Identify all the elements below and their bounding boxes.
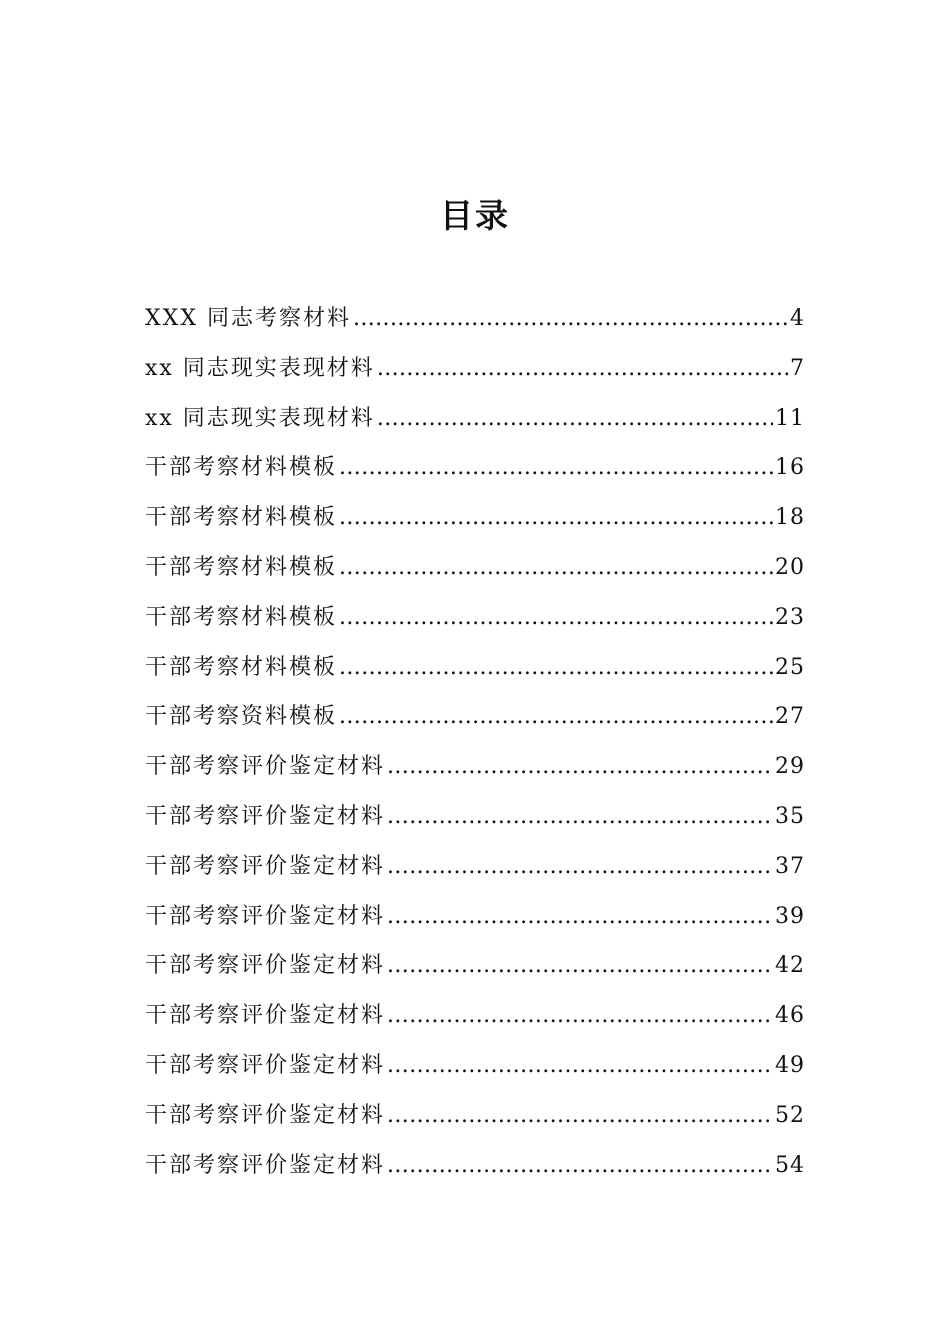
toc-leader-dots (387, 792, 773, 842)
toc-leader-dots (387, 1141, 773, 1191)
toc-leader-dots (339, 493, 773, 543)
toc-entry[interactable] (145, 443, 805, 493)
toc-entry[interactable] (145, 742, 805, 792)
toc-entry[interactable] (145, 543, 805, 593)
toc-page-number: 39 (775, 903, 805, 929)
toc-page-number: 29 (775, 754, 805, 780)
page-title: 目录 (440, 196, 510, 235)
table-of-contents (145, 294, 805, 1190)
toc-leader-dots (339, 443, 773, 493)
toc-leader-dots (387, 842, 773, 892)
toc-page-number: 54 (775, 1152, 805, 1178)
toc-leader-dots (377, 344, 788, 394)
toc-entry-title: 干部考察评价鉴定材料 (145, 953, 386, 979)
toc-page-number: 16 (775, 455, 805, 481)
toc-entry-title: XXX 同志考察材料 (145, 306, 351, 331)
toc-entry-title: 干部考察材料模板 (145, 604, 338, 630)
toc-entry[interactable] (145, 1091, 805, 1141)
toc-page-number: 37 (775, 853, 805, 879)
toc-entry[interactable] (145, 991, 805, 1041)
toc-page-number: 25 (775, 654, 805, 680)
toc-entry[interactable] (145, 344, 805, 394)
toc-page-number: 20 (775, 554, 805, 580)
toc-entry[interactable] (145, 593, 805, 643)
toc-leader-dots (387, 742, 773, 792)
toc-leader-dots (339, 643, 773, 693)
toc-page-number: 4 (790, 306, 805, 331)
toc-entry-title: xx 同志现实表现材料 (145, 405, 375, 431)
toc-leader-dots (339, 593, 773, 643)
toc-leader-dots (387, 1091, 773, 1141)
toc-entry[interactable] (145, 1141, 805, 1191)
toc-page-number: 11 (775, 405, 805, 431)
toc-entry-title: 干部考察材料模板 (145, 455, 338, 481)
toc-leader-dots (339, 692, 773, 742)
toc-leader-dots (387, 991, 773, 1041)
toc-entry[interactable] (145, 892, 805, 942)
toc-leader-dots (387, 1041, 773, 1091)
toc-entry-title: 干部考察评价鉴定材料 (145, 903, 386, 929)
toc-entry[interactable] (145, 643, 805, 693)
toc-entry-title: 干部考察评价鉴定材料 (145, 754, 386, 780)
toc-entry[interactable] (145, 692, 805, 742)
toc-entry-title: 干部考察资料模板 (145, 704, 338, 730)
toc-entry-title: 干部考察材料模板 (145, 554, 338, 580)
toc-entry[interactable] (145, 842, 805, 892)
toc-entry-title: 干部考察评价鉴定材料 (145, 1003, 386, 1029)
toc-page-number: 52 (775, 1102, 805, 1128)
toc-entry[interactable] (145, 294, 805, 344)
toc-page-number: 49 (775, 1052, 805, 1078)
toc-entry[interactable] (145, 792, 805, 842)
toc-page-number: 35 (775, 803, 805, 829)
toc-entry[interactable] (145, 493, 805, 543)
toc-entry-title: 干部考察评价鉴定材料 (145, 1102, 386, 1128)
toc-leader-dots (377, 394, 773, 444)
toc-page-number: 23 (775, 604, 805, 630)
toc-page-number: 46 (775, 1003, 805, 1029)
toc-entry-title: 干部考察材料模板 (145, 505, 338, 531)
toc-page-number: 18 (775, 505, 805, 531)
toc-page-number: 27 (775, 704, 805, 730)
toc-entry-title: 干部考察材料模板 (145, 654, 338, 680)
toc-entry-title: 干部考察评价鉴定材料 (145, 803, 386, 829)
toc-page-number: 7 (790, 355, 805, 381)
toc-leader-dots (387, 892, 773, 942)
toc-page-number: 42 (775, 953, 805, 979)
toc-entry[interactable] (145, 941, 805, 991)
toc-leader-dots (353, 294, 788, 344)
toc-entry-title: 干部考察评价鉴定材料 (145, 853, 386, 879)
toc-entry[interactable] (145, 394, 805, 444)
toc-leader-dots (387, 941, 773, 991)
toc-leader-dots (339, 543, 773, 593)
toc-entry-title: xx 同志现实表现材料 (145, 355, 375, 381)
toc-entry-title: 干部考察评价鉴定材料 (145, 1152, 386, 1178)
toc-entry-title: 干部考察评价鉴定材料 (145, 1052, 386, 1078)
toc-entry[interactable] (145, 1041, 805, 1091)
